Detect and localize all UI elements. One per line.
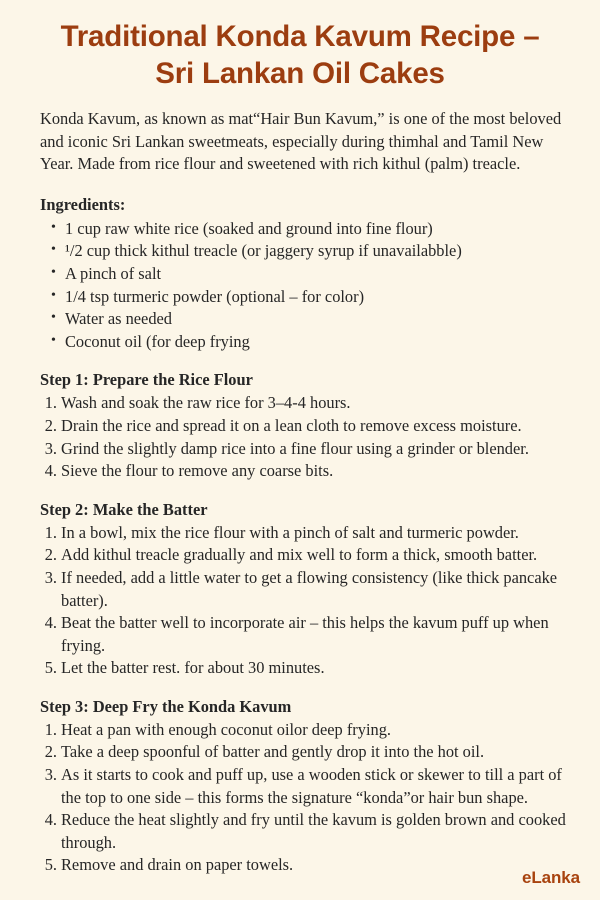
step-3-list — [40, 719, 580, 877]
list-item: Drain the rice and spread it on a lean cloth to remove excess moisture. — [61, 415, 522, 435]
list-item: • 1 cup raw white rice (soaked and ground into fine flour) — [50, 218, 580, 241]
list-item: • 1/4 tsp turmeric powder (optional – for color) — [50, 286, 580, 309]
page-title — [40, 18, 580, 92]
step-1-heading: Step 1: Prepare the Rice Flour — [40, 370, 253, 390]
list-item: Beat the batter well to incorporate air – this helps the kavum puff up when frying. — [61, 613, 549, 655]
step-2-heading: Step 2: Make the Batter — [40, 499, 208, 519]
list-item: • Water as needed — [50, 308, 580, 331]
list-item: Grind the slightly damp rice into a fine flour using a grinder or blender. — [61, 438, 529, 458]
list-item: Let the batter rest. for about 30 minutes. — [61, 658, 325, 678]
list-item: • ¹/2 cup thick kithul treacle (or jaggery syrup if unavailabble) — [50, 240, 580, 263]
list-item: In a bowl, mix the rice flour with a pinch of salt and turmeric powder. — [61, 522, 519, 542]
list-item: Take a deep spoonful of batter and gently drop it into the hot oil. — [61, 742, 485, 762]
list-item: As it starts to cook and puff up, use a wooden stick or skewer to till a part of the top to one side – this forms the signature “konda”or hair bun shape. — [61, 765, 562, 807]
list-item: • A pinch of salt — [50, 263, 580, 286]
list-item: Add kithul treacle gradually and mix well to form a thick, smooth batter. — [61, 545, 538, 565]
step-3-heading: Step 3: Deep Fry the Konda Kavum — [40, 696, 292, 716]
step-2-list — [40, 522, 580, 680]
intro-paragraph: Konda Kavum, as known as mat“Hair Bun Kavum,” is one of the most beloved and iconic Sri Lankan sweetmeats, especially during thimhal and Tamil New Year. Made from rice flour and sweetened with rich kithul (palm) treacle. — [40, 109, 562, 174]
list-item: Sieve the flour to remove any coarse bits. — [61, 461, 334, 481]
list-item: Heat a pan with enough coconut oilor deep frying. — [61, 719, 391, 739]
page-title-line-1: Traditional Konda Kavum Recipe – — [60, 20, 540, 53]
list-item: Reduce the heat slightly and fry until the kavum is golden brown and cooked through. — [61, 810, 566, 852]
list-item: Remove and drain on paper towels. — [61, 855, 294, 875]
ingredients-heading: Ingredients: — [40, 194, 126, 214]
page-title-line-2: Sri Lankan Oil Cakes — [155, 57, 445, 90]
list-item: If needed, add a little water to get a flowing consistency (like thick pancake batter). — [61, 567, 558, 610]
list-item: • Coconut oil (for deep frying — [50, 331, 580, 354]
step-1-list — [40, 392, 580, 482]
list-item: Wash and soak the raw rice for 3–4-4 hours. — [61, 393, 351, 413]
ingredients-list — [40, 218, 580, 354]
elanka-logo: eLanka — [522, 868, 580, 887]
